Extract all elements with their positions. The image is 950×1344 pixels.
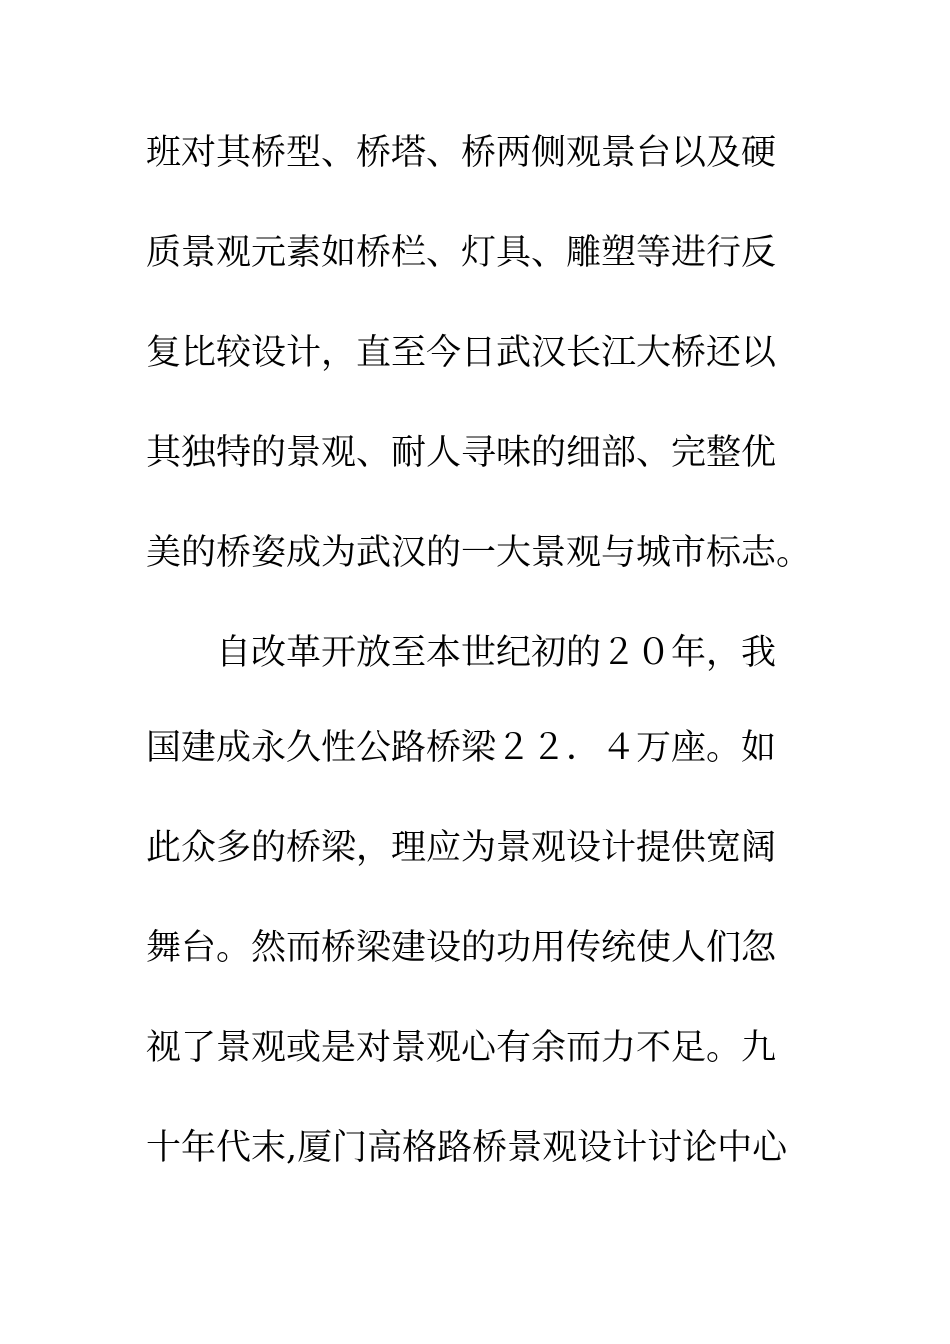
text-line-10: 视了景观或是对景观心有余而力不足。九 [146, 1028, 777, 1068]
paragraph-start-line: 自改革开放至本世纪初的２０年，我 [216, 633, 777, 673]
text-line-4: 其独特的景观、耐人寻味的细部、完整优 [146, 433, 777, 473]
text-line-8: 此众多的桥梁，理应为景观设计提供宽阔 [146, 828, 777, 868]
text-line-1: 班对其桥型、桥塔、桥两侧观景台以及硬 [146, 133, 777, 173]
text-line-2: 质景观元素如桥栏、灯具、雕塑等进行反 [146, 233, 777, 273]
text-line-5: 美的桥姿成为武汉的一大景观与城市标志。 [146, 533, 812, 573]
text-line-3: 复比较设计，直至今日武汉长江大桥还以 [146, 333, 777, 373]
text-line-9: 舞台。然而桥梁建设的功用传统使人们忽 [146, 928, 777, 968]
text-line-7: 国建成永久性公路桥梁２２．４万座。如 [146, 728, 777, 768]
text-line-11: 十年代末,厦门高格路桥景观设计讨论中心 [146, 1128, 788, 1168]
